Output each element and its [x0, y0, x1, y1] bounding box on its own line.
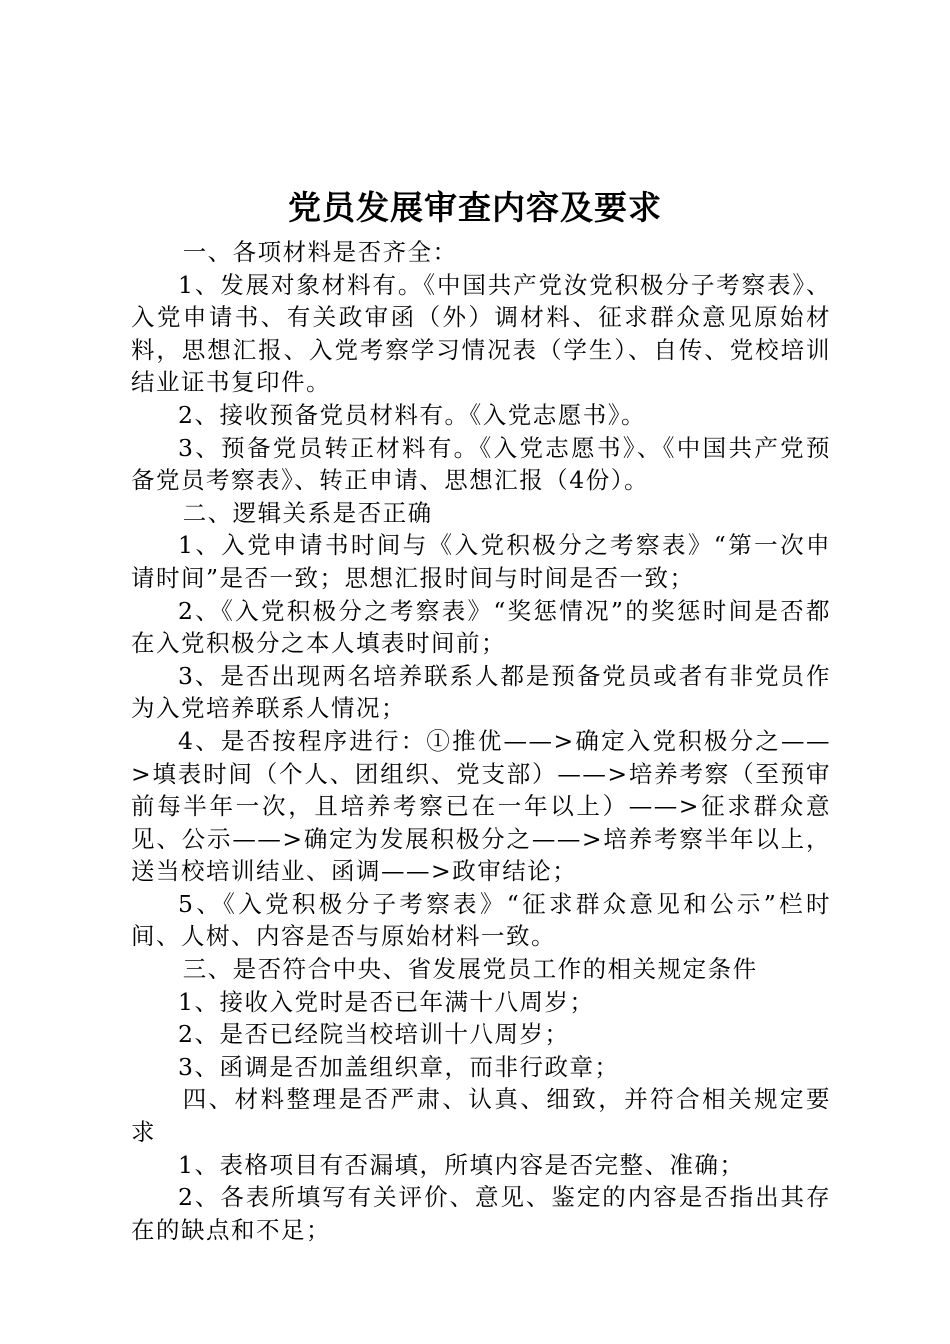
paragraph: 5、《入党积极分子考察表》“征求群众意见和公示”栏时间、人树、内容是否与原始材料一致。	[131, 889, 831, 951]
paragraph: 2、是否已经院当校培训十八周岁；	[178, 1020, 570, 1049]
paragraph: 3、函调是否加盖组织章，而非行政章；	[178, 1052, 620, 1081]
paragraph: 1、接收入党时是否已年满十八周岁；	[178, 987, 595, 1016]
document-title: 党员发展审查内容及要求	[288, 188, 662, 227]
section-heading-materials: 一、各项材料是否齐全：	[182, 238, 458, 266]
paragraph: 3、预备党员转正材料有。《入党志愿书》、《中国共产党预备党员考察表》、转正申请、思想汇报（4份）。	[131, 433, 831, 495]
paragraph: 3、是否出现两名培养联系人都是预备党员或者有非党员作为入党培养联系人情况；	[131, 661, 831, 723]
paragraph: 2、《入党积极分之考察表》“奖惩情况”的奖惩时间是否都在入党积极分之本人填表时间前；	[131, 596, 831, 658]
paragraph: 2、接收预备党员材料有。《入党志愿书》。	[178, 400, 646, 429]
paragraph: 1、入党申请书时间与《入党积极分之考察表》“第一次申请时间”是否一致；思想汇报时间与时间是否一致；	[131, 531, 831, 592]
section-heading-organization: 四、材料整理是否严肃、认真、细致，并符合相关规定要求	[131, 1085, 831, 1147]
section-heading-regulations: 三、是否符合中央、省发展党员工作的相关规定条件	[182, 955, 758, 984]
paragraph: 1、发展对象材料有。《中国共产党汝党积极分子考察表》、入党申请书、有关政审函（外）调材料、征求群众意见原始材料，思想汇报、入党考察学习情况表（学生）、自传、党校培训结业证书复印件。	[131, 270, 831, 397]
paragraph: 4、是否按程序进行：①推优——>确定入党积极分之——>填表时间（个人、团组织、党支部）——>培养考察（至预审前每半年一次，且培养考察已在一年以上）——>征求群众意见、公示——>确定为发展积极分之——>培养考察半年以上，送当校培训结业、函调——>政审结论；	[131, 726, 831, 886]
section-heading-logic: 二、逻辑关系是否正确	[182, 498, 433, 527]
paragraph: 1、表格项目有否漏填，所填内容是否完整、准确；	[178, 1150, 745, 1179]
document-body	[131, 236, 831, 1246]
paragraph: 2、各表所填写有关评价、意见、鉴定的内容是否指出其存在的缺点和不足；	[131, 1183, 831, 1244]
